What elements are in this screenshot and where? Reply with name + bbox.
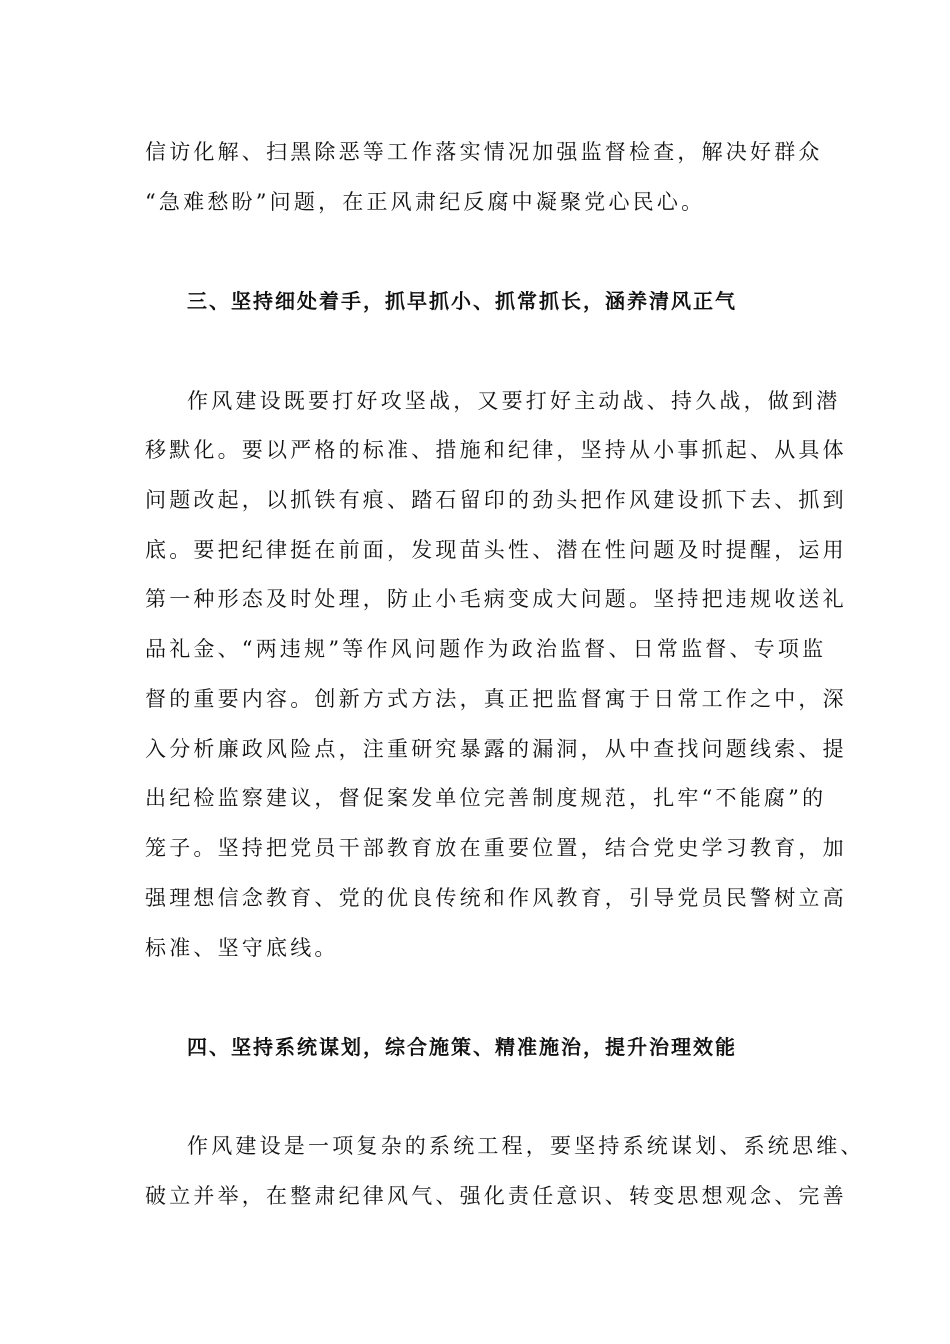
- paragraph-1-line-2: “急难愁盼”问题，在正风肃纪反腐中凝聚党心民心。: [145, 190, 706, 214]
- paragraph-3-line-1: 作风建设是一项复杂的系统工程，要坚持系统谋划、系统思维、: [187, 1134, 865, 1158]
- paragraph-2-line-7: 督的重要内容。创新方式方法，真正把监督寓于日常工作之中，深: [145, 687, 847, 711]
- paragraph-2-line-12: 标准、坚守底线。: [145, 936, 339, 960]
- paragraph-3-line-2: 破立并举，在整肃纪律风气、强化责任意识、转变思想观念、完善: [145, 1184, 847, 1208]
- paragraph-2-line-3: 问题改起，以抓铁有痕、踏石留印的劲头把作风建设抓下去、抓到: [145, 488, 847, 512]
- paragraph-1-line-1: 信访化解、扫黑除恶等工作落实情况加强监督检查，解决好群众: [145, 140, 823, 164]
- paragraph-2-line-10: 笼子。坚持把党员干部教育放在重要位置，结合党史学习教育，加: [145, 836, 847, 860]
- paragraph-2-line-1: 作风建设既要打好攻坚战，又要打好主动战、持久战，做到潜: [187, 389, 841, 413]
- section-heading-3: 三、坚持细处着手，抓早抓小、抓常抓长，涵养清风正气: [187, 289, 737, 313]
- paragraph-2-line-6: 品礼金、“两违规”等作风问题作为政治监督、日常监督、专项监: [145, 637, 827, 661]
- section-heading-4: 四、坚持系统谋划，综合施策、精准施治，提升治理效能: [187, 1035, 737, 1059]
- paragraph-2-line-8: 入分析廉政风险点，注重研究暴露的漏洞，从中查找问题线索、提: [145, 737, 847, 761]
- paragraph-2-line-2: 移默化。要以严格的标准、措施和纪律，坚持从小事抓起、从具体: [145, 438, 847, 462]
- paragraph-2-line-9: 出纪检监察建议，督促案发单位完善制度规范，扎牢“不能腐”的: [145, 786, 827, 810]
- paragraph-2-line-5: 第一种形态及时处理，防止小毛病变成大问题。坚持把违规收送礼: [145, 587, 847, 611]
- paragraph-2-line-11: 强理想信念教育、党的优良传统和作风教育，引导党员民警树立高: [145, 886, 847, 910]
- paragraph-2-line-4: 底。要把纪律挺在前面，发现苗头性、潜在性问题及时提醒，运用: [145, 538, 847, 562]
